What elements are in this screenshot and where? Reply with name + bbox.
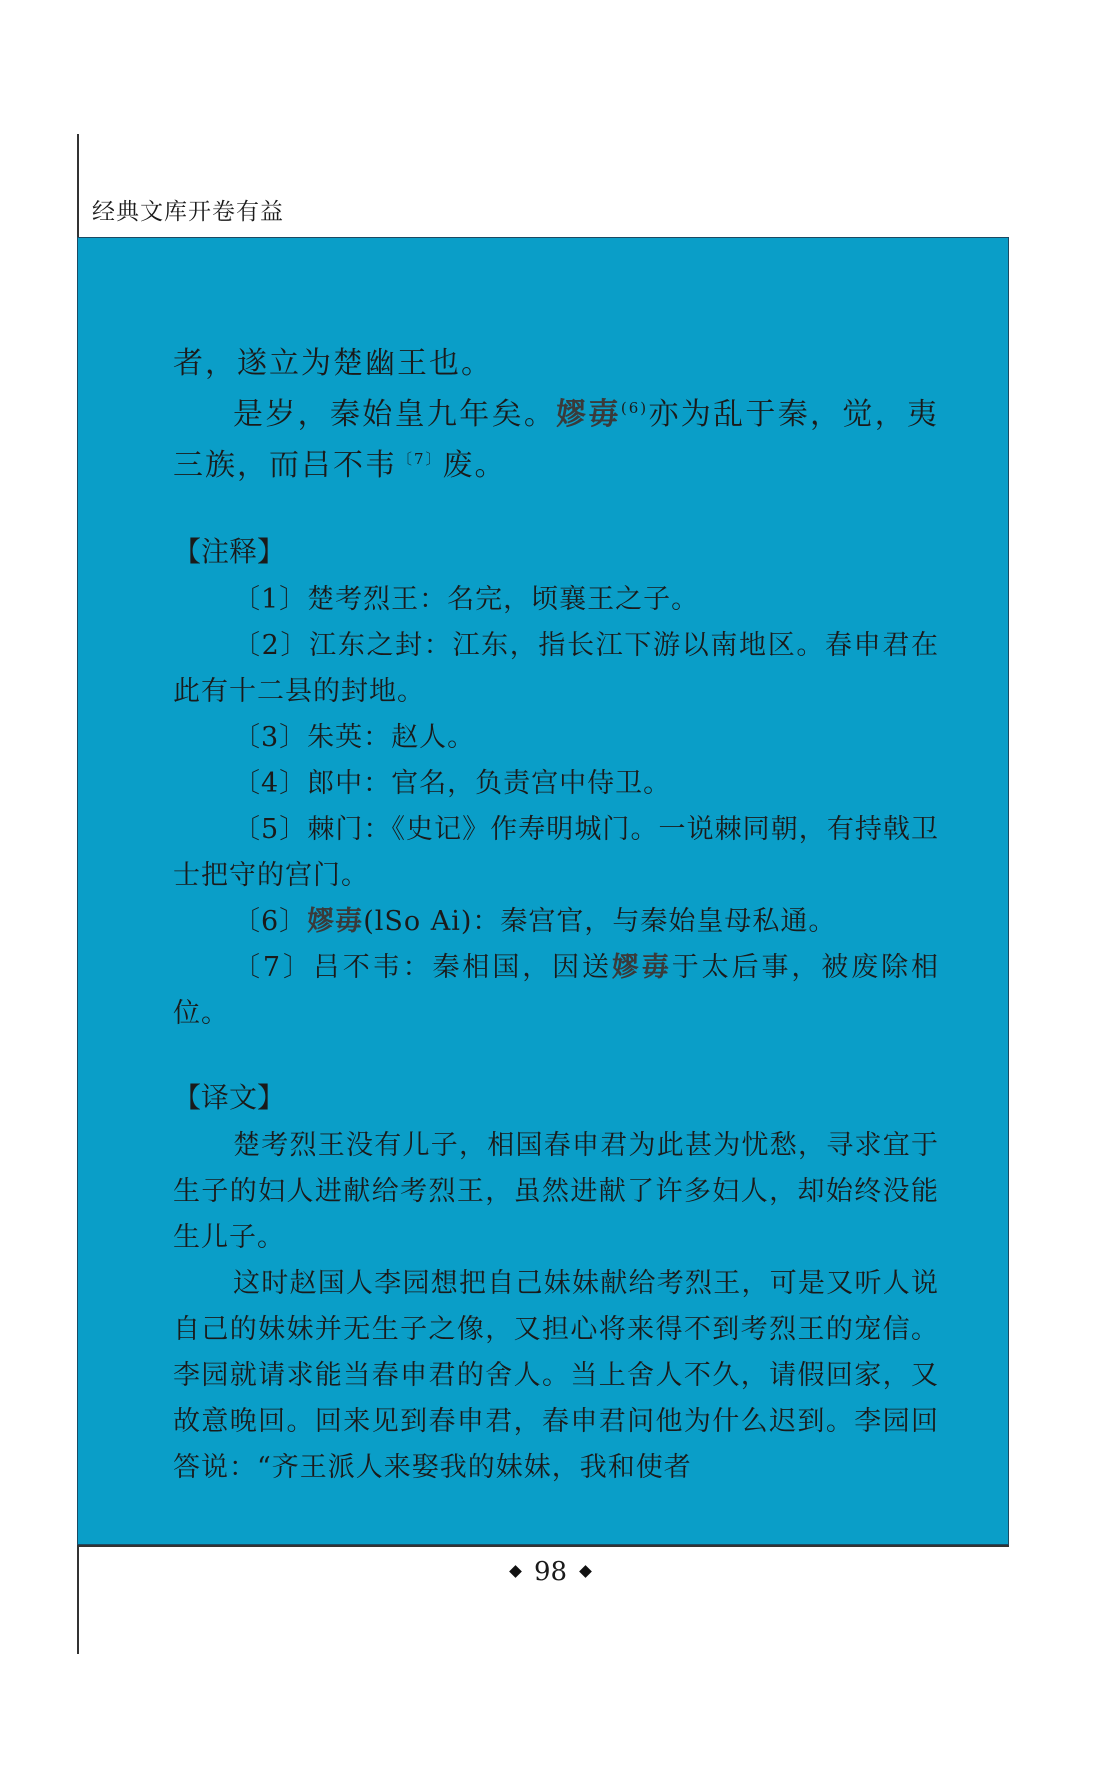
note-item-3: 〔3〕朱英：赵人。 — [233, 722, 476, 753]
note-item-7 — [173, 945, 939, 1037]
note-item-1: 〔1〕楚考烈王：名完，顷襄王之子。 — [233, 584, 700, 615]
main-text-line-1: 者，遂立为楚幽王也。 — [173, 346, 493, 381]
page-number: 98 — [533, 1557, 568, 1587]
note-item-6-text: (lSo Ai)：秦宫官，与秦始皇母私通。 — [363, 906, 837, 937]
translation-heading: 【译文】 — [173, 1081, 286, 1114]
main-text-paragraph-2 — [173, 389, 939, 491]
garbled-name-glyph: 嫪毐 — [611, 952, 672, 983]
notes-heading: 【注释】 — [173, 535, 286, 568]
section-spacer — [173, 491, 939, 527]
garbled-name-glyph: 嫪毐 — [556, 397, 621, 432]
content-panel — [77, 237, 1009, 1545]
footnote-ref-6: (6) — [620, 399, 649, 417]
main-text-segment: 亦为乱于秦，觉，夷三族，而吕不韦 — [173, 397, 940, 483]
diamond-ornament-icon — [579, 1565, 592, 1578]
page-footer — [0, 1557, 1101, 1587]
note-item-2: 〔2〕江东之封：江东，指长江下游以南地区。春申君在此有十二县的封地。 — [173, 630, 939, 707]
main-text-segment: 废。 — [442, 448, 507, 483]
garbled-name-glyph: 嫪毐 — [307, 906, 364, 937]
note-item-7-text: 于太后事，被废除相位。 — [173, 952, 940, 1029]
book-series-title: 经典文库开卷有益 — [92, 199, 284, 225]
note-item-5: 〔5〕棘门：《史记》作寿明城门。一说棘同朝，有持戟卫士把守的宫门。 — [173, 814, 939, 891]
content-body — [173, 338, 939, 1491]
bottom-rule — [77, 1545, 1009, 1547]
note-item-6-prefix: 〔6〕 — [233, 906, 308, 937]
translation-paragraph-1: 楚考烈王没有儿子，相国春申君为此甚为忧愁，寻求宜于生子的妇人进献给考烈王，虽然进献了许多妇人，却始终没能生儿子。 — [173, 1130, 939, 1253]
footnote-ref-7: 〔7〕 — [397, 450, 443, 468]
section-spacer — [173, 1037, 939, 1073]
note-item-4: 〔4〕郎中：官名，负责宫中侍卫。 — [233, 768, 672, 799]
note-item-6 — [173, 899, 939, 945]
note-item-7-prefix: 〔7〕吕不韦：秦相国，因送 — [233, 952, 612, 983]
translation-paragraph-2: 这时赵国人李园想把自己妹妹献给考烈王，可是又听人说自己的妹妹并无生子之像，又担心将来得不到考烈王的宠信。李园就请求能当春申君的舍人。当上舍人不久，请假回家，又故意晚回。回来见到春申君，春申君问他为什么迟到。李园回答说：“齐王派人来娶我的妹妹，我和使者 — [173, 1268, 939, 1483]
diamond-ornament-icon — [509, 1565, 522, 1578]
main-text-segment: 是岁，秦始皇九年矣。 — [233, 397, 557, 432]
